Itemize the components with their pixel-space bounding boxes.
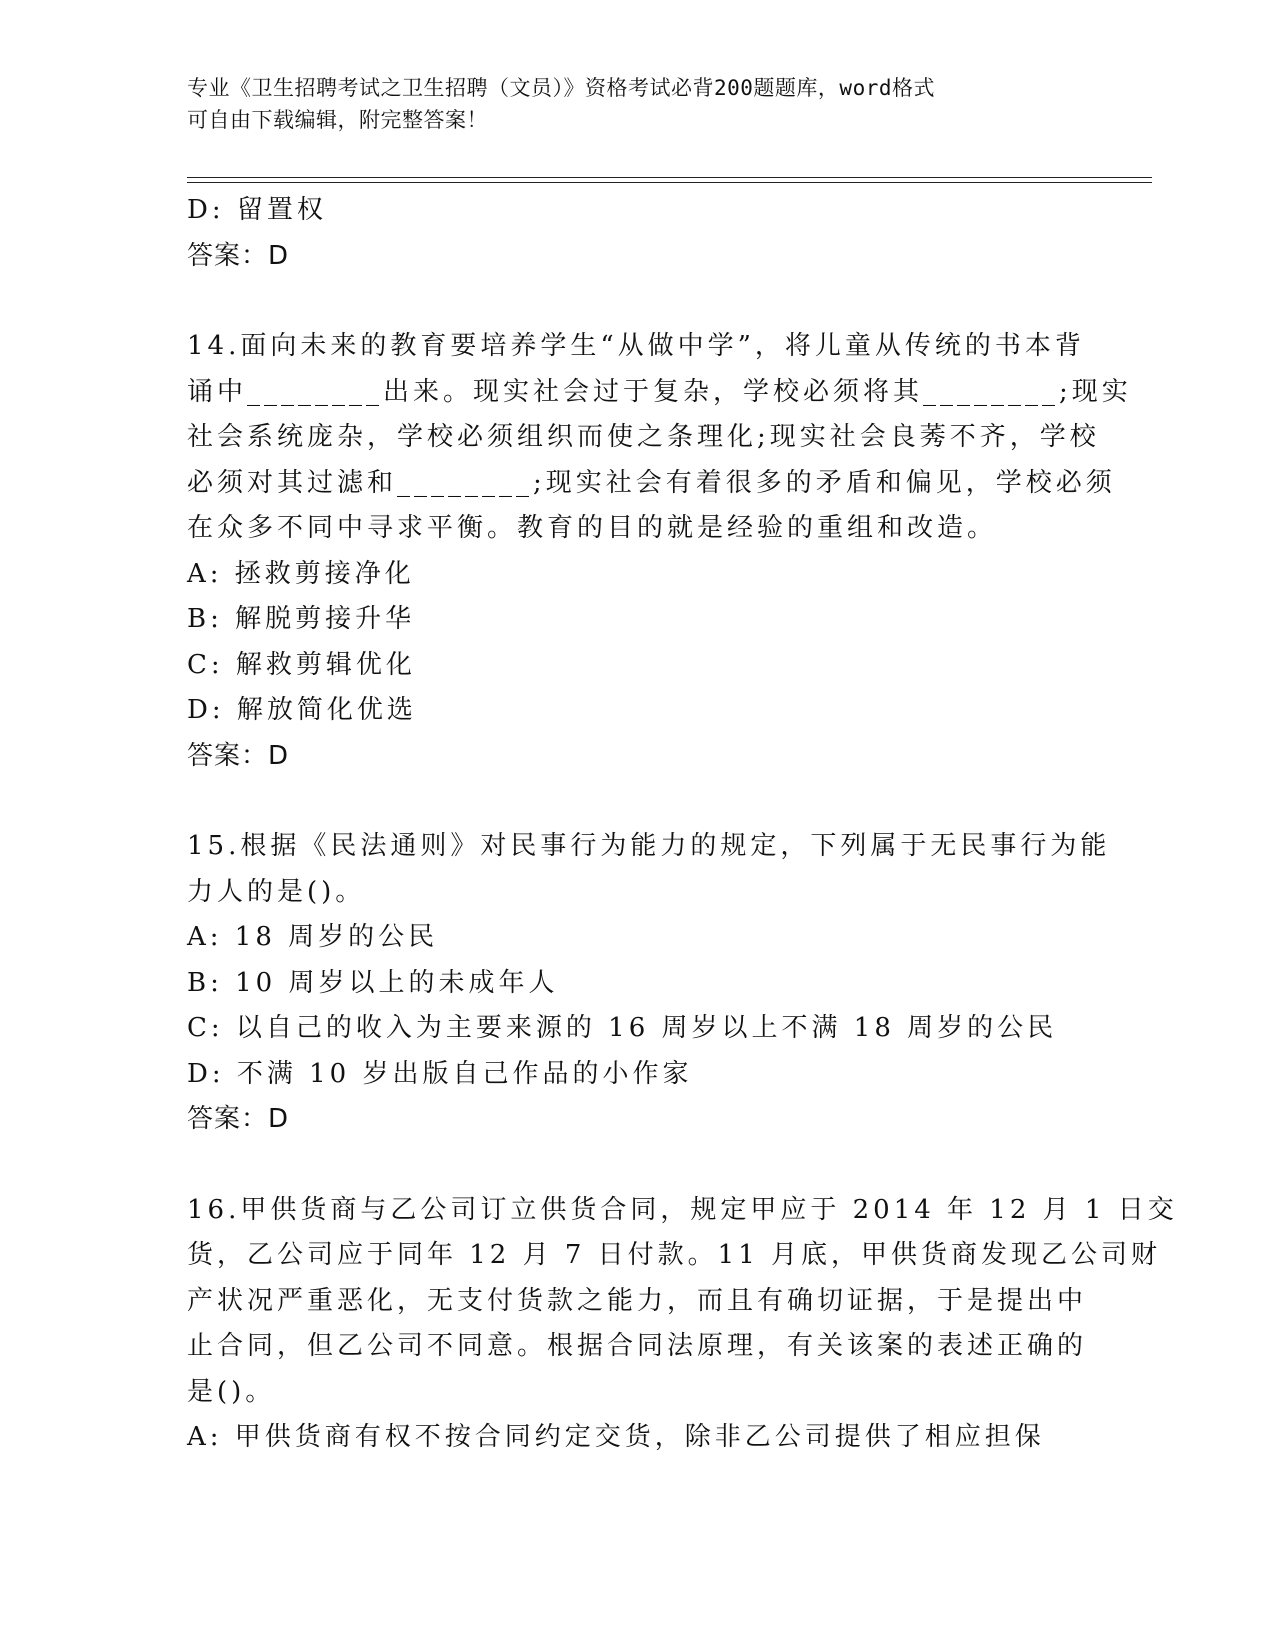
question-text-line: 是()。 [187, 1376, 276, 1407]
question-16 [187, 1188, 1178, 1461]
option-a: A: 拯救剪接净化 [187, 558, 415, 589]
question-text-line: 16.甲供货商与乙公司订立供货合同，规定甲应于 2014 年 12 月 1 日交 [187, 1194, 1178, 1225]
question-text-line: 货，乙公司应于同年 12 月 7 日付款。11 月底，甲供货商发现乙公司财 [187, 1240, 1162, 1270]
question-text-line: 社会系统庞杂，学校必须组织而使之条理化;现实社会良莠不齐，学校 [187, 422, 1100, 452]
answer-line: 答案：D [187, 740, 290, 771]
question-text-line: 产状况严重恶化，无支付货款之能力，而且有确切证据，于是提出中 [187, 1285, 1088, 1316]
header-title-line-1: 专业《卫生招聘考试之卫生招聘（文员）》资格考试必背200题题库，word格式 [187, 76, 935, 100]
question-text-line: 诵中________出来。现实社会过于复杂，学校必须将其________;现实 [187, 376, 1132, 407]
option-c: C: 解救剪辑优化 [187, 649, 416, 680]
header-title-line-2: 可自由下载编辑，附完整答案！ [187, 108, 488, 132]
header-divider-top [187, 177, 1152, 178]
question-text-line: 力人的是()。 [187, 876, 366, 907]
option-b: B: 10 周岁以上的未成年人 [187, 967, 559, 998]
question-15 [187, 824, 1111, 1143]
document-header [187, 72, 1067, 136]
option-d: D: 解放简化优选 [187, 695, 417, 725]
answer-line: 答案：D [187, 240, 290, 271]
option-d: D: 不满 10 岁出版自己作品的小作家 [187, 1058, 693, 1089]
header-divider-bottom [187, 182, 1152, 183]
question-content [187, 188, 1178, 1461]
spacer [187, 1143, 1087, 1188]
option-d: D: 留置权 [187, 195, 327, 225]
question-text-line: 在众多不同中寻求平衡。教育的目的就是经验的重组和改造。 [187, 513, 998, 543]
question-text-line: 止合同，但乙公司不同意。根据合同法原理，有关该案的表述正确的 [187, 1331, 1088, 1361]
question-text-line: 必须对其过滤和________;现实社会有着很多的矛盾和偏见，学校必须 [187, 467, 1116, 498]
option-c: C: 以自己的收入为主要来源的 16 周岁以上不满 18 周岁的公民 [187, 1013, 1058, 1043]
spacer [187, 779, 1087, 824]
question-text-line: 14.面向未来的教育要培养学生“从做中学”，将儿童从传统的书本背 [187, 331, 1085, 361]
option-a: A: 甲供货商有权不按合同约定交货，除非乙公司提供了相应担保 [187, 1422, 1045, 1452]
spacer [187, 279, 1087, 324]
answer-line: 答案：D [187, 1104, 290, 1134]
question-14 [187, 324, 1132, 779]
question-text-line: 15.根据《民法通则》对民事行为能力的规定，下列属于无民事行为能 [187, 831, 1111, 861]
option-b: B: 解脱剪接升华 [187, 604, 416, 634]
option-a: A: 18 周岁的公民 [187, 922, 439, 952]
